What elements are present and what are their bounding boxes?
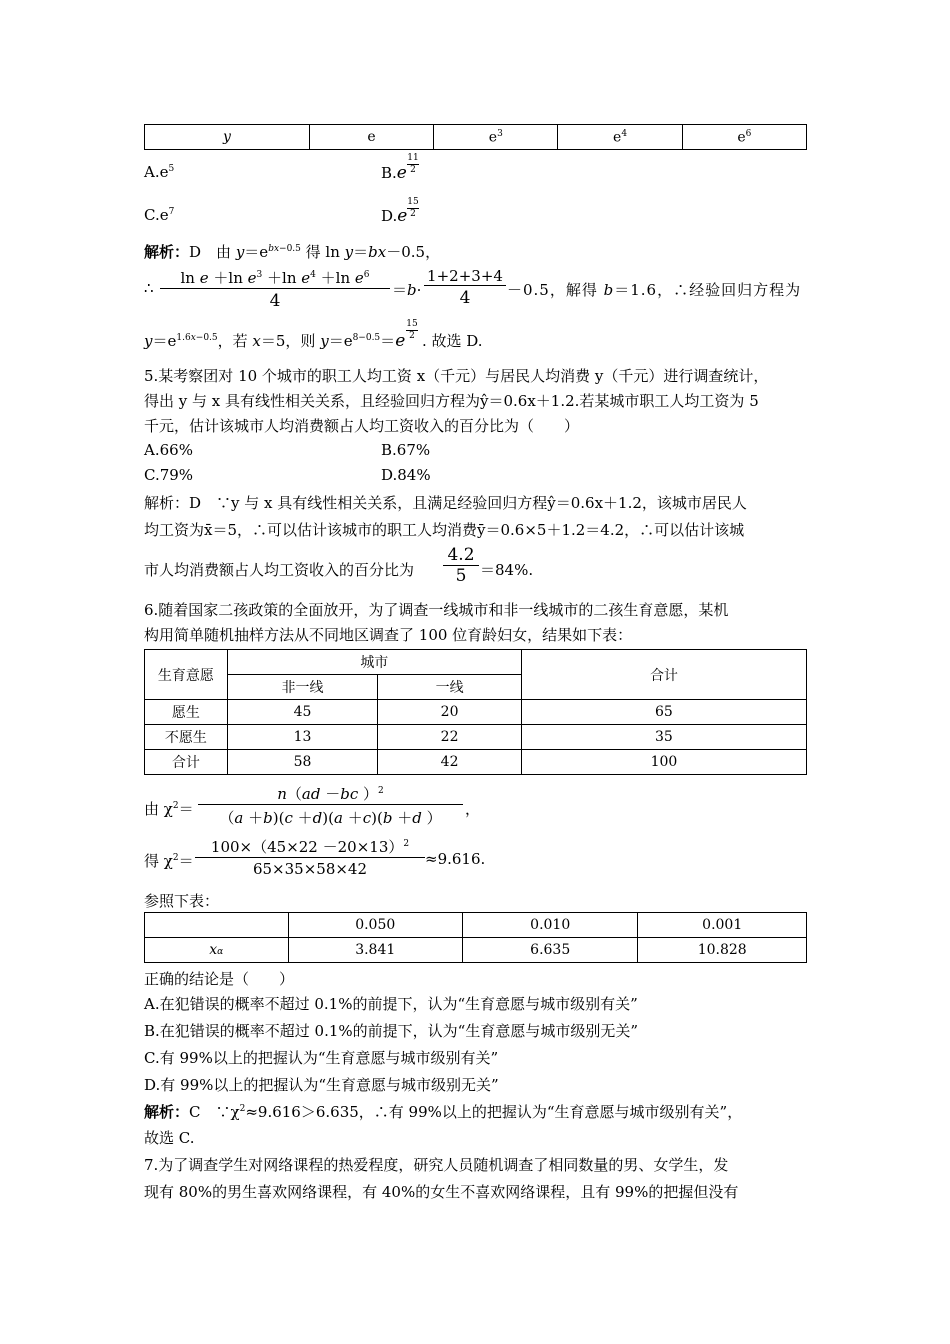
table-cell: 45 [227,700,378,725]
table-cell: 100 [521,750,806,775]
solution-tail: ＝84%. [480,561,534,579]
table-cell: $e^4$ [558,125,682,150]
table-row [145,700,807,725]
table-cell: 0.010 [462,913,637,938]
table-cell: y [145,125,310,150]
question-stem: 5.某考察团对 10 个城市的职工人均工资 x（千元）与居民人均消费 y（千元）进行调查统计， [144,367,769,385]
table-cell: 13 [227,725,378,750]
table-cell: 3.841 [288,938,462,963]
solution-line: 市人均消费额占人均工资收入的百分比为 [144,561,415,579]
option-a: $A.e^5$ [144,163,175,181]
table-cell: 0.050 [288,913,462,938]
exponent-fraction: 15 2 [407,197,419,219]
option-d: D.84% [381,466,431,484]
table-cell: 不愿生 [145,725,228,750]
table-cell: 6.635 [462,938,637,963]
question-stem: 构用简单随机抽样方法从不同地区调查了 100 位育龄妇女，结果如下表： [144,626,633,644]
table-cell: 合计 [145,750,228,775]
solution-line: 均工资为x̄＝5，∴可以估计该城市的职工人均消费ȳ＝0.6×5＋1.2＝4.2，∴可以估计该城 [144,521,745,539]
table-cell: 42 [378,750,522,775]
table-cell: xα [145,938,289,963]
table-cell: 10.828 [638,938,807,963]
reference-table [144,912,807,963]
option-d: D.有 99%以上的把握认为“生育意愿与城市级别无关” [144,1076,499,1094]
option-b: B.在犯错误的概率不超过 0.1%的前提下，认为“生育意愿与城市级别无关” [144,1022,639,1040]
option-a: A.在犯错误的概率不超过 0.1%的前提下，认为“生育意愿与城市级别有关” [144,995,638,1013]
option-d: D.e [381,206,408,226]
table-row [145,750,807,775]
table-cell: $e^6$ [682,125,806,150]
formula-prefix: 得 $\chi^2=$ [144,852,194,870]
option-c: C.有 99%以上的把握认为“生育意愿与城市级别有关” [144,1049,499,1067]
b-dot: ＝b· [392,281,422,299]
option-a: A.66% [144,441,193,459]
table-header: 城市 [227,650,521,675]
table-header: 非一线 [227,675,378,700]
fraction: $\frac{1+2+3+4}{4}$ [424,267,506,308]
question-stem: 现有 80%的男生喜欢网络课程，有 40%的女生不喜欢网络课程，且有 99%的把握但没有 [144,1183,739,1201]
option-c: $C.e^7$ [144,206,175,224]
fraction: $\frac{n(ad -bc )^2}{(a +b)(c +d)(a +c)(b +d )}$ [198,783,463,828]
reference-label: 参照下表： [144,892,220,910]
table-cell: 20 [378,700,522,725]
question-stem: 6.随着国家二孩政策的全面放开，为了调查一线城市和非一线城市的二孩生育意愿，某机 [144,601,729,619]
table-cell: $e^3$ [434,125,558,150]
solution-line: $y=e^{1.6x-0.5}$，若 x＝5，则 $y=e^{8-0.5}=e$ [144,331,406,351]
solution-line: 故选 C. [144,1129,195,1147]
table-cell [145,913,289,938]
top-table [144,124,807,150]
question-stem: 得出 y 与 x 具有线性相关关系，且经验回归方程为ŷ＝0.6x＋1.2.若某城市职工人均工资为 5 [144,392,759,410]
question-prompt: 正确的结论是（ ） [144,970,295,988]
option-b: B.e [381,163,407,183]
formula-prefix: 由 $\chi^2=$ [144,800,194,818]
survey-table [144,649,807,775]
option-c: C.79% [144,466,194,484]
table-header: 合计 [521,650,806,700]
table-cell: 35 [521,725,806,750]
fraction: $\frac{\ln e +\ln e^3 +\ln e^4 +\ln e^6}{4}$ [160,267,390,311]
formula-tail: ≈9.616. [425,850,486,868]
table-cell: 愿生 [145,700,228,725]
question-stem: 7.为了调查学生对网络课程的热爱程度，研究人员随机调查了相同数量的男、女学生，发 [144,1156,729,1174]
solution-tail: －0.5，解得 b＝1.6，∴经验回归方程为 [507,281,802,299]
option-b: B.67% [381,441,431,459]
exponent-fraction: 15 2 [406,319,418,341]
table-cell: 65 [521,700,806,725]
table-cell: 58 [227,750,378,775]
fraction: $\frac{100\times(45\times 22 -20\times 13)^2}{65\times 35\times 58\times 42}$ [195,836,425,878]
table-header: 生育意愿 [145,650,228,700]
table-cell: 0.001 [638,913,807,938]
table-row [145,725,807,750]
comma: ， [465,800,481,818]
table-cell: e [309,125,433,150]
solution-line: 解析：C $\because\chi^2\approx 9.616>6.635$，∴有 99%以上的把握认为“生育意愿与城市级别有关”， [144,1103,743,1121]
fraction: $\frac{4.2}{5}$ [443,545,479,586]
exponent-fraction: 11 2 [407,153,419,175]
solution-end: . 故选 D. [422,332,483,350]
question-stem: 千元，估计该城市人均消费额占人均工资收入的百分比为（ ） [144,417,580,435]
therefore-symbol: ∴ [144,279,154,297]
table-header: 一线 [378,675,522,700]
table-cell: 22 [378,725,522,750]
solution-line: 解析：D 由 $y=e^{bx-0.5}$ 得 ln y＝bx－0.5， [144,243,441,261]
solution-line: 解析：D ∵y 与 x 具有线性相关关系，且满足经验回归方程ŷ＝0.6x＋1.2，该城市居民人 [144,494,747,512]
